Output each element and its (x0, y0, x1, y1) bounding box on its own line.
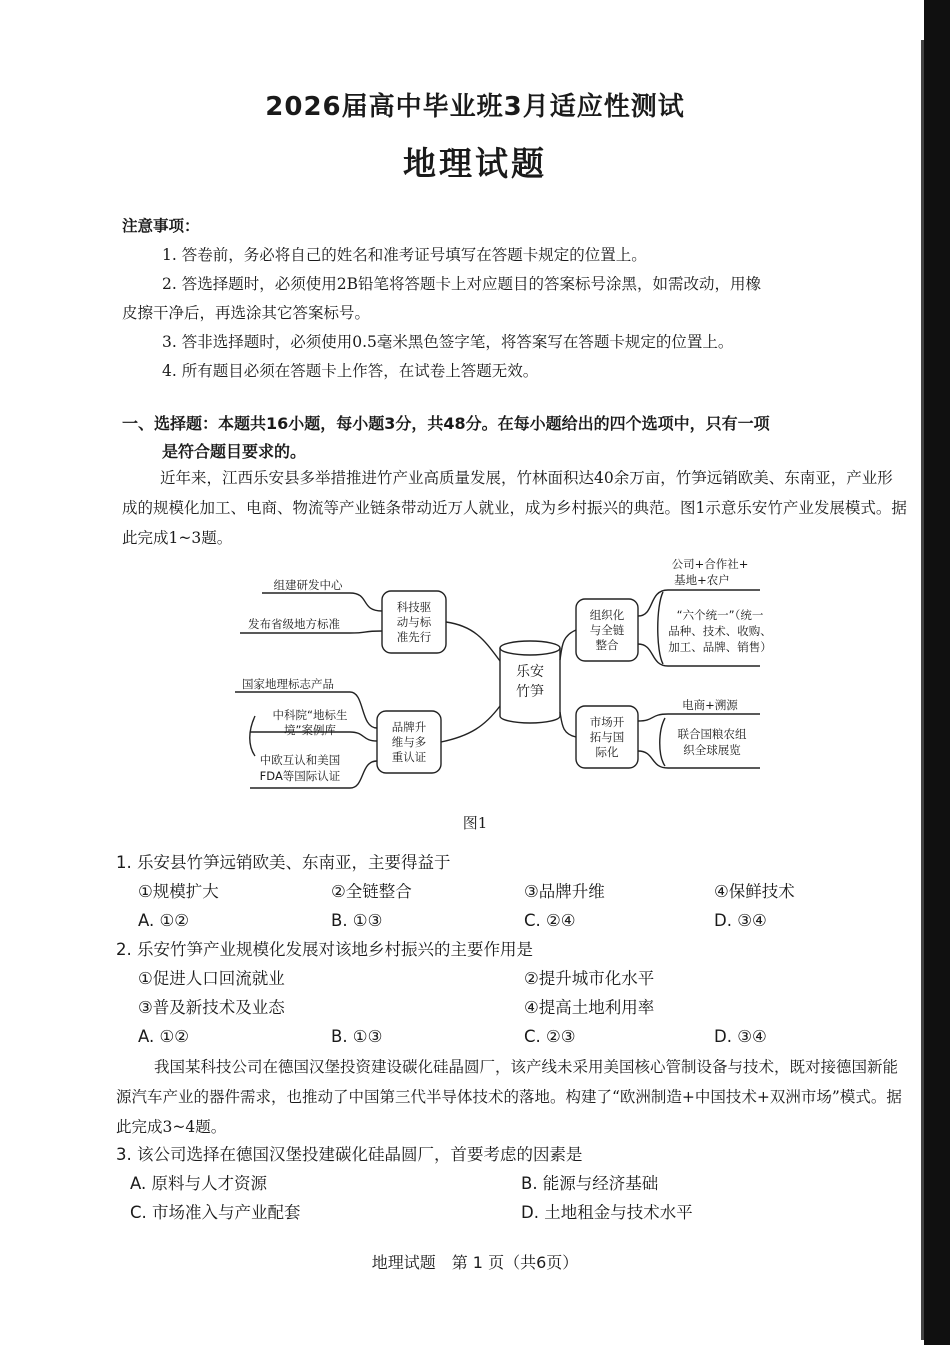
bl-item: 国家地理标志产品 (242, 677, 334, 691)
tl-line-2 (240, 631, 382, 633)
tl-item: 组建研发中心 (273, 578, 343, 592)
question-items-row (116, 964, 906, 993)
passage-1 (122, 463, 907, 553)
question-3 (116, 1140, 906, 1227)
question-item: ④保鲜技术 (714, 882, 795, 901)
br-brace (660, 718, 665, 766)
br-item: 织全球展览 (683, 743, 741, 757)
option-a[interactable]: A. ①② (138, 1027, 190, 1046)
options-row (116, 1022, 906, 1051)
section-line-1: 一、选择题：本题共16小题，每小题3分，共48分。在每小题给出的四个选项中，只有一项 (122, 414, 770, 433)
tr-item: “六个统一”（统一 (676, 608, 764, 622)
question-item: ①规模扩大 (138, 882, 219, 901)
box-org-line: 整合 (595, 638, 619, 652)
br-item: 联合国粮农组 (677, 727, 747, 741)
option-d[interactable]: D. ③④ (714, 1027, 767, 1046)
note-item: 皮擦干净后，再选涂其它答案标号。 (122, 304, 371, 322)
note-item: 3. 答非选择题时，必须使用0.5毫米黑色签字笔，将答案写在答题卡规定的位置上。 (162, 333, 734, 351)
tr-brace (658, 592, 663, 664)
note-item: 2. 答选择题时，必须使用2B铅笔将答题卡上对应题目的答案标号涂黑，如需改动，用橡 (162, 275, 761, 293)
section-heading (122, 410, 907, 466)
page-footer: 地理试题 第 1 页（共6页） (371, 1253, 579, 1272)
question-item: ①促进人口回流就业 (138, 969, 285, 988)
note-item: 4. 所有题目必须在答题卡上作答，在试卷上答题无效。 (162, 362, 539, 380)
option-a[interactable]: A. ①② (138, 911, 190, 930)
question-1 (116, 848, 906, 935)
scan-dark-edge (924, 0, 950, 1345)
tr-item: 品种、技术、收购、 (668, 624, 772, 638)
passage-1-text: 近年来，江西乐安县多举措推进竹产业高质量发展，竹林面积达40余万亩，竹笋远销欧美、东南亚，产业形成的规模化加工、电商、物流等产业链条带动近万人就业，成为乡村振兴的典范。图1示意乐安竹产业发展模式。据此完成1~3题。 (122, 469, 907, 547)
question-stem: 3. 该公司选择在德国汉堡投建碳化硅晶圆厂，首要考虑的因素是 (116, 1145, 583, 1164)
section-line-2: 是符合题目要求的。 (162, 442, 307, 461)
question-item: ②全链整合 (331, 882, 412, 901)
question-stem: 2. 乐安竹笋产业规模化发展对该地乡村振兴的主要作用是 (116, 940, 533, 959)
question-2 (116, 935, 906, 1051)
option-c[interactable]: C. ②③ (524, 1027, 576, 1046)
question-item: ②提升城市化水平 (524, 969, 655, 988)
center-label-2: 竹笋 (516, 684, 544, 700)
tr-item: 加工、品牌、销售） (668, 640, 772, 654)
question-stem: 1. 乐安县竹笋远销欧美、东南亚，主要得益于 (116, 853, 451, 872)
bl-item: 境”案例库 (284, 723, 336, 737)
bamboo-model-diagram (200, 556, 800, 796)
link-tech (446, 622, 500, 661)
box-tech-line: 科技驱 (396, 600, 432, 614)
box-brand-line: 重认证 (391, 750, 427, 764)
box-tech-line: 动与标 (396, 615, 432, 629)
option-b[interactable]: B. ①③ (331, 911, 383, 930)
options-row (116, 906, 906, 935)
option-c[interactable]: C. 市场准入与产业配套 (130, 1203, 301, 1222)
passage-2-text: 我国某科技公司在德国汉堡投资建设碳化硅晶圆厂，该产线未采用美国核心管制设备与技术，既对接德国新能源汽车产业的器件需求，也推动了中国第三代半导体技术的落地。构建了“欧洲制造+中国技术+双洲市场”模式。据此完成3~4题。 (116, 1058, 902, 1136)
notes-block (122, 212, 907, 386)
question-item: ③普及新技术及业态 (138, 998, 285, 1017)
option-b[interactable]: B. 能源与经济基础 (521, 1174, 659, 1193)
scan-edge-line (921, 40, 924, 1340)
option-a[interactable]: A. 原料与人才资源 (130, 1174, 267, 1193)
passage-2 (116, 1052, 906, 1142)
box-brand-line: 维与多 (391, 735, 427, 749)
bl-item: FDA等国际认证 (259, 769, 341, 783)
option-c[interactable]: C. ②④ (524, 911, 576, 930)
option-d[interactable]: D. 土地租金与技术水平 (521, 1203, 693, 1222)
tr-item: 基地+农户 (674, 573, 730, 587)
tr-item: 公司+合作社+ (671, 557, 749, 571)
notes-label: 注意事项： (122, 217, 200, 235)
box-brand-line: 品牌升 (391, 720, 427, 734)
center-cylinder-top (500, 641, 560, 655)
note-item: 1. 答卷前，务必将自己的姓名和准考证号填写在答题卡规定的位置上。 (162, 246, 647, 264)
br-line-1 (638, 714, 760, 721)
question-item: ③品牌升维 (524, 882, 605, 901)
box-market-line: 市场开 (589, 715, 625, 729)
question-items-row (116, 993, 906, 1022)
box-org-line: 与全链 (589, 623, 625, 637)
br-item: 电商+溯源 (682, 698, 738, 712)
tl-line-1 (262, 593, 382, 611)
box-tech-line: 准先行 (396, 630, 432, 644)
exam-title: 2026届高中毕业班3月适应性测试 (265, 92, 685, 122)
center-label-1: 乐安 (516, 664, 544, 680)
question-item: ④提高土地利用率 (524, 998, 655, 1017)
option-d[interactable]: D. ③④ (714, 911, 767, 930)
box-org-line: 组织化 (589, 608, 625, 622)
option-b[interactable]: B. ①③ (331, 1027, 383, 1046)
figure-caption: 图1 (462, 814, 488, 832)
bl-brace-1 (250, 716, 255, 756)
question-items-row (116, 877, 906, 906)
link-org (560, 630, 576, 660)
link-market (560, 712, 576, 737)
tl-item: 发布省级地方标准 (248, 617, 340, 631)
options-row (116, 1198, 906, 1227)
subject-title: 地理试题 (403, 144, 547, 183)
bl-item: 中欧互认和美国 (259, 753, 341, 767)
box-market-line: 拓与国 (589, 730, 625, 744)
box-market-line: 际化 (595, 745, 619, 759)
bl-item: 中科院“地标生 (272, 708, 348, 722)
options-row (116, 1169, 906, 1198)
link-brand (441, 706, 500, 742)
